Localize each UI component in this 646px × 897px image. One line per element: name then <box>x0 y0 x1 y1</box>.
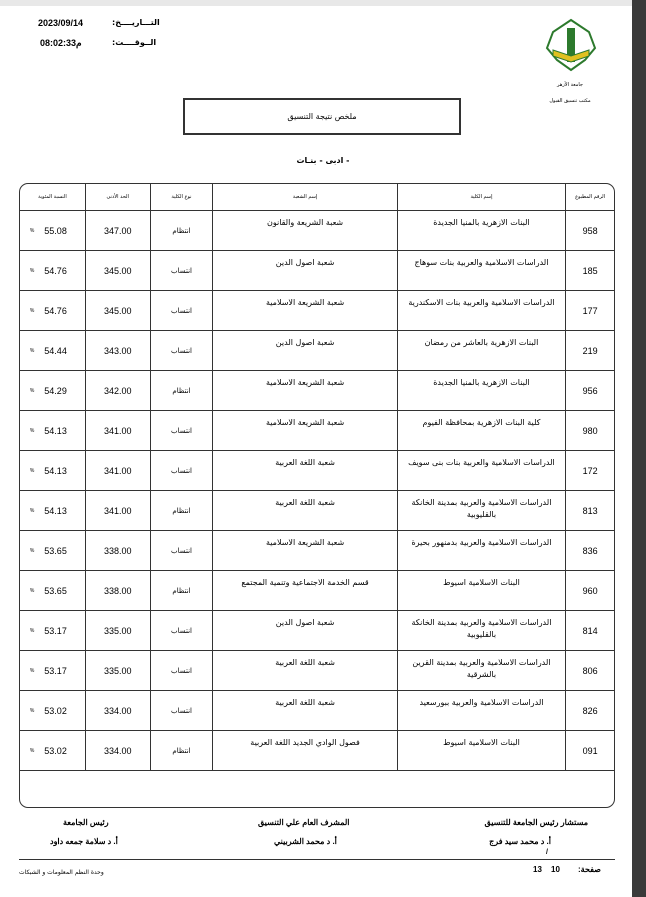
percent-sign: % <box>29 507 35 514</box>
department-cell: شعبة اللغة العربية <box>212 651 396 690</box>
percentage-cell <box>20 651 85 690</box>
college-cell: الدراسات الاسلامية والعربية بمدينة الخانكة بالقليوبية <box>397 491 565 530</box>
type-cell: انتظام <box>150 371 213 410</box>
min-score-cell: 347.00 <box>85 211 150 250</box>
percentage-cell <box>20 211 85 250</box>
col-college: إسم الكلية <box>397 184 565 210</box>
percent-sign: % <box>29 667 35 674</box>
president-title: رئيس الجامعة <box>63 818 109 827</box>
college-cell: الدراسات الاسلامية والعربية بمدينة القرين بالشرقية <box>397 651 565 690</box>
advisor-title: مستشار رئيس الجامعة للتنسيق <box>484 818 588 827</box>
table-row <box>20 731 614 771</box>
advisor-name: أ. د محمد سيد فرج <box>489 837 551 846</box>
percentage-value: 53.17 <box>44 625 67 636</box>
code-cell: 177 <box>565 291 614 330</box>
col-min-score: الحد الأدنى <box>85 184 150 210</box>
percentage-value: 53.17 <box>44 665 67 676</box>
percent-sign: % <box>29 547 35 554</box>
min-score-cell: 345.00 <box>85 291 150 330</box>
code-cell: 956 <box>565 371 614 410</box>
department-cell: شعبة الشريعة الاسلامية <box>212 291 396 330</box>
supervisor-title: المشرف العام علي التنسيق <box>258 818 350 827</box>
type-cell: انتظام <box>150 731 213 770</box>
type-cell: انتظام <box>150 571 213 610</box>
percentage-value: 54.76 <box>44 265 67 276</box>
type-cell: انتساب <box>150 251 213 290</box>
min-score-cell: 335.00 <box>85 611 150 650</box>
percentage-value: 54.13 <box>44 425 67 436</box>
percentage-cell <box>20 251 85 290</box>
min-score-cell: 345.00 <box>85 251 150 290</box>
table-row <box>20 371 614 411</box>
table-row <box>20 411 614 451</box>
table-row <box>20 531 614 571</box>
table-row <box>20 331 614 371</box>
percentage-cell <box>20 531 85 570</box>
table-row <box>20 651 614 691</box>
code-cell: 826 <box>565 691 614 730</box>
code-cell: 185 <box>565 251 614 290</box>
percentage-cell <box>20 731 85 770</box>
department-cell: شعبة الشريعة الاسلامية <box>212 411 396 450</box>
percentage-cell <box>20 491 85 530</box>
college-cell: الدراسات الاسلامية والعربية ببورسعيد <box>397 691 565 730</box>
percentage-cell <box>20 371 85 410</box>
college-cell: الدراسات الاسلامية والعربية بمدينة الخانكة بالقليوبية <box>397 611 565 650</box>
department-cell: شعبة اللغة العربية <box>212 491 396 530</box>
percentage-cell <box>20 611 85 650</box>
results-table <box>19 183 615 808</box>
code-cell: 814 <box>565 611 614 650</box>
percent-sign: % <box>29 267 35 274</box>
supervisor-name: أ. د محمد الشربيني <box>274 837 337 846</box>
department-cell: شعبة اصول الدين <box>212 611 396 650</box>
department-cell: شعبة اللغة العربية <box>212 691 396 730</box>
table-row <box>20 291 614 331</box>
type-cell: انتساب <box>150 451 213 490</box>
university-logo <box>545 18 597 73</box>
footer-divider <box>19 859 615 860</box>
percentage-value: 53.65 <box>44 585 67 596</box>
code-cell: 091 <box>565 731 614 770</box>
col-department: إسم الشعبة <box>212 184 396 210</box>
code-cell: 960 <box>565 571 614 610</box>
min-score-cell: 334.00 <box>85 731 150 770</box>
min-score-cell: 335.00 <box>85 651 150 690</box>
min-score-cell: 342.00 <box>85 371 150 410</box>
signature-slash: / <box>546 849 548 856</box>
type-cell: انتساب <box>150 291 213 330</box>
percentage-value: 54.76 <box>44 305 67 316</box>
college-cell: البنات الازهرية بالعاشر من رمضان <box>397 331 565 370</box>
page-number: 10 <box>551 865 560 874</box>
college-cell: الدراسات الاسلامية والعربية بنات الاسكندرية <box>397 291 565 330</box>
percent-sign: % <box>29 307 35 314</box>
department-cell: شعبة الشريعة والقانون <box>212 211 396 250</box>
percentage-cell <box>20 691 85 730</box>
report-subtitle: - ادبى - بنـات <box>296 156 350 165</box>
department-cell: شعبة الشريعة الاسلامية <box>212 371 396 410</box>
percent-sign: % <box>29 467 35 474</box>
college-cell: الدراسات الاسلامية والعربية بنات بنى سويف <box>397 451 565 490</box>
code-cell: 958 <box>565 211 614 250</box>
code-cell: 836 <box>565 531 614 570</box>
percentage-cell <box>20 451 85 490</box>
percentage-value: 54.44 <box>44 345 67 356</box>
college-cell: الدراسات الاسلامية والعربية بدمنهور بحيرة <box>397 531 565 570</box>
page-label: صفحة: <box>578 865 601 874</box>
min-score-cell: 341.00 <box>85 491 150 530</box>
department-cell: شعبة اصول الدين <box>212 251 396 290</box>
percentage-cell <box>20 331 85 370</box>
university-name: جامعة الأزهر <box>556 82 584 88</box>
table-row <box>20 611 614 651</box>
department-cell: شعبة اصول الدين <box>212 331 396 370</box>
percent-sign: % <box>29 747 35 754</box>
col-percentage: النسبة المئوية <box>38 194 67 200</box>
department-cell: شعبة اللغة العربية <box>212 451 396 490</box>
time-value: 08:02:33م <box>40 38 82 48</box>
college-cell: الدراسات الاسلامية والعربية بنات سوهاج <box>397 251 565 290</box>
date-label: التـــاريــــخ: <box>112 18 160 27</box>
percentage-value: 53.02 <box>44 705 67 716</box>
department-cell: قسم الخدمة الاجتماعية وتنمية المجتمع <box>212 571 396 610</box>
type-cell: انتساب <box>150 611 213 650</box>
type-cell: انتساب <box>150 531 213 570</box>
unit-name: وحدة النظم المعلومات و الشبكات <box>19 869 104 876</box>
min-score-cell: 341.00 <box>85 411 150 450</box>
code-cell: 980 <box>565 411 614 450</box>
page-total: 13 <box>533 865 542 874</box>
table-header <box>20 184 614 211</box>
college-cell: البنات الازهرية بالمنيا الجديدة <box>397 211 565 250</box>
percentage-value: 54.29 <box>44 385 67 396</box>
table-row <box>20 691 614 731</box>
table-row <box>20 491 614 531</box>
percent-sign: % <box>29 427 35 434</box>
percent-sign: % <box>29 587 35 594</box>
president-name: أ. د سلامة جمعه داود <box>50 837 118 846</box>
code-cell: 813 <box>565 491 614 530</box>
code-cell: 806 <box>565 651 614 690</box>
table-row <box>20 251 614 291</box>
min-score-cell: 338.00 <box>85 571 150 610</box>
department-cell: شعبة الشريعة الاسلامية <box>212 531 396 570</box>
code-cell: 172 <box>565 451 614 490</box>
code-cell: 219 <box>565 331 614 370</box>
percentage-cell <box>20 411 85 450</box>
type-cell: انتساب <box>150 411 213 450</box>
percent-sign: % <box>29 227 35 234</box>
percentage-value: 55.08 <box>44 225 67 236</box>
scrollbar[interactable] <box>632 0 646 897</box>
date-value: 2023/09/14 <box>38 18 84 28</box>
college-cell: كلية البنات الازهرية بمحافظة الفيوم <box>397 411 565 450</box>
office-name: مكتب تنسيق القبول <box>549 98 591 104</box>
percentage-cell <box>20 291 85 330</box>
min-score-cell: 343.00 <box>85 331 150 370</box>
top-bar <box>0 0 646 6</box>
percent-sign: % <box>29 387 35 394</box>
min-score-cell: 338.00 <box>85 531 150 570</box>
percentage-value: 53.65 <box>44 545 67 556</box>
type-cell: انتساب <box>150 651 213 690</box>
table-row <box>20 571 614 611</box>
min-score-cell: 341.00 <box>85 451 150 490</box>
table-row <box>20 211 614 251</box>
report-title: ملخص نتيجة التنسيق <box>183 98 461 135</box>
percent-sign: % <box>29 347 35 354</box>
percentage-value: 54.13 <box>44 505 67 516</box>
percent-sign: % <box>29 627 35 634</box>
col-type: نوع الكلية <box>150 184 213 210</box>
percentage-value: 54.13 <box>44 465 67 476</box>
department-cell: فصول الوادي الجديد اللغة العربية <box>212 731 396 770</box>
college-cell: البنات الاسلامية اسيوط <box>397 571 565 610</box>
type-cell: انتساب <box>150 691 213 730</box>
table-row <box>20 451 614 491</box>
type-cell: انتظام <box>150 211 213 250</box>
type-cell: انتساب <box>150 331 213 370</box>
time-label: الــوقــــت: <box>112 38 157 47</box>
percent-sign: % <box>29 707 35 714</box>
college-cell: البنات الاسلامية اسيوط <box>397 731 565 770</box>
min-score-cell: 334.00 <box>85 691 150 730</box>
college-cell: البنات الازهرية بالمنيا الجديدة <box>397 371 565 410</box>
type-cell: انتظام <box>150 491 213 530</box>
col-code: الرقم المطبوع <box>565 184 614 210</box>
percentage-cell <box>20 571 85 610</box>
percentage-value: 53.02 <box>44 745 67 756</box>
